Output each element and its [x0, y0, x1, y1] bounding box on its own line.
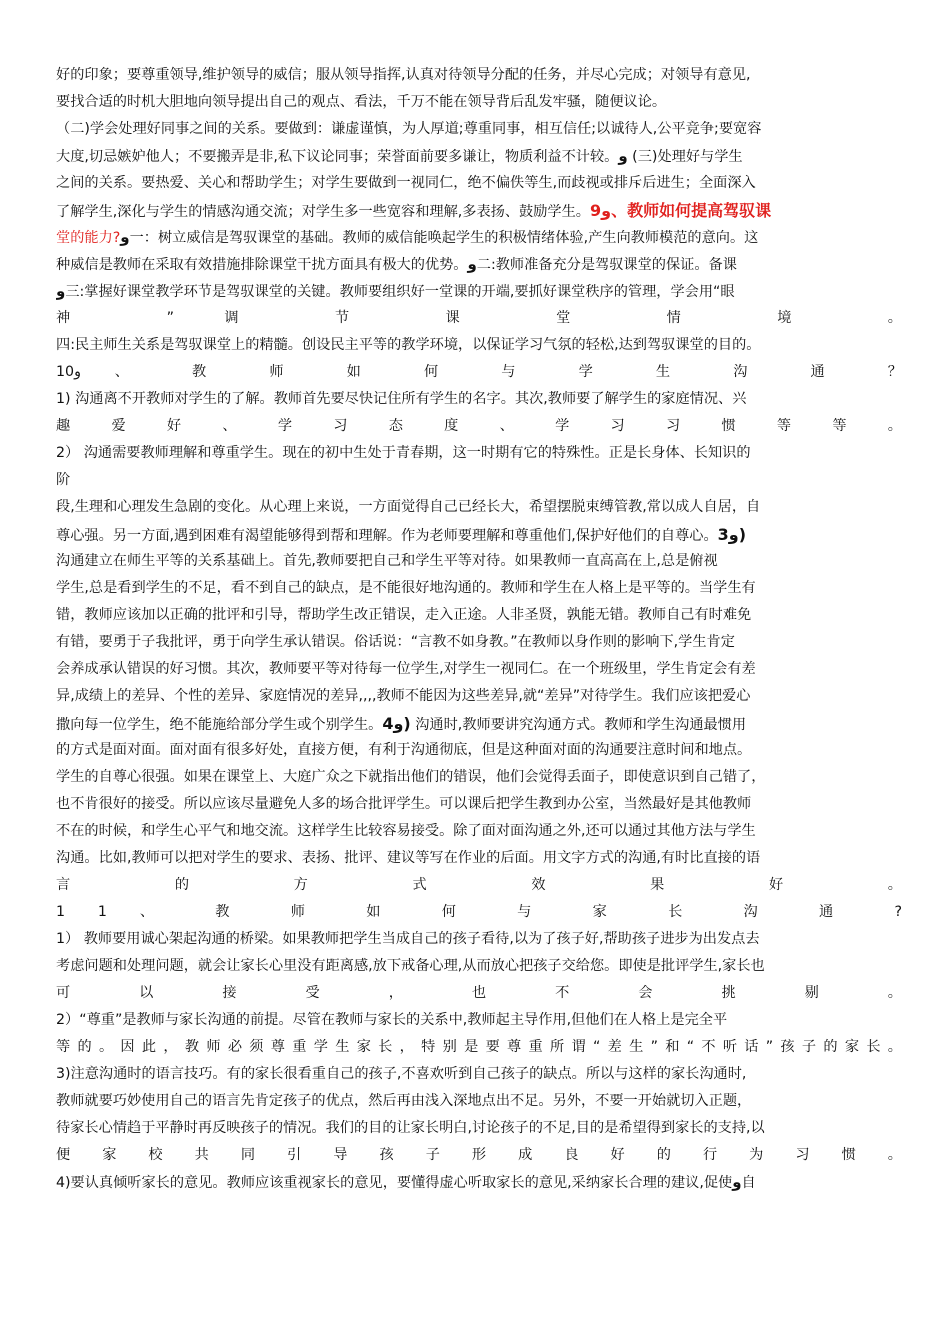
list-marker: و [618, 147, 628, 165]
line-text: 学生,总是看到学生的不足，看不到自己的缺点，是不能很好地沟通的。教师和学生在人格上是平等的。当学生有 [56, 580, 756, 596]
line-text: 异,成绩上的差异、个性的差异、家庭情况的差异,,,,教师不能因为这些差异,就“差异”对待学生。我们应该把爱心 [56, 688, 751, 704]
line-text: 阶 [56, 472, 71, 488]
line-text: 好的印象；要尊重领导,维护领导的威信；服从领导指挥,认真对待领导分配的任务，并尽心完成；对领导有意见, [56, 67, 751, 83]
text-line [56, 1142, 902, 1169]
line-text: 1) 沟通离不开教师对学生的了解。教师首先要尽快记住所有学生的名字。其次,教师要了解学生的家庭情况、兴 [56, 391, 747, 407]
line-text: 4)要认真倾听家长的意见。教师应该重视家长的意见，要懂得虚心听取家长的意见,采纳家长合理的建议,促使 [56, 1175, 733, 1191]
line-text: 也不肯很好的接受。所以应该尽量避免人多的场合批评学生。可以课后把学生教到办公室，当然最好是其他教师 [56, 796, 752, 812]
line-text: 三:掌握好课堂教学环节是驾驭课堂的关键。教师要组织好一堂课的开端,要抓好课堂秩序的管理，学会用“眼 [65, 284, 735, 300]
text-line [56, 683, 902, 710]
heading-text: 10و 、 教 师 如 何 与 学 生 沟 通 ？ [56, 364, 902, 380]
item-number: 4و) [382, 714, 411, 733]
line-text: 要找合适的时机大胆地向领导提出自己的观点、看法，千万不能在领导背后乱发牢骚，随便议论。 [56, 94, 667, 110]
text-line [56, 953, 902, 980]
text-line [56, 1061, 902, 1088]
text-line [56, 305, 902, 332]
line-text: 一：树立威信是驾驭课堂的基础。教师的威信能唤起学生的积极情绪体验,产生向教师模范的意向。这 [129, 230, 759, 246]
heading-text: 可 以 接 受 ， 也 不 会 挑 剔 。 [56, 985, 902, 1001]
list-marker: و [467, 255, 477, 273]
text-line [56, 89, 902, 116]
text-line [56, 116, 902, 143]
line-text: 了解学生,深化与学生的情感沟通交流；对学生多一些宽容和理解,多表扬、鼓励学生。 [56, 204, 590, 220]
line-text: 不在的时候，和学生心平气和地交流。这样学生比较容易接受。除了面对面沟通之外,还可以通过其他方法与学生 [56, 823, 756, 839]
text-line [56, 386, 902, 413]
list-marker: و [120, 228, 130, 246]
text-line [56, 1007, 902, 1034]
text-line [56, 764, 902, 791]
heading-text: 1 1 、 教 师 如 何 与 家 长 沟 通 ? [56, 904, 902, 920]
line-text: 撒向每一位学生，绝不能施给部分学生或个别学生。 [56, 717, 383, 733]
item-number: 3و) [717, 525, 747, 544]
text-line [56, 224, 902, 251]
line-text: 尊心强。另一方面,遇到困难有渴望能够得到帮和理解。作为老师要理解和尊重他们,保护好他们的自尊心。 [56, 528, 718, 544]
heading-text: 便 家 校 共 同 引 导 孩 子 形 成 良 好 的 行 为 习 惯 。 [56, 1147, 902, 1163]
text-line [56, 872, 902, 899]
text-line [56, 656, 902, 683]
text-line [56, 602, 902, 629]
text-line [56, 818, 902, 845]
line-text: 2） 沟通需要教师理解和尊重学生。现在的初中生处于青春期，这一时期有它的特殊性。正是长身体、长知识的 [56, 445, 751, 461]
line-text: (三)处理好与学生 [627, 149, 743, 165]
text-line [56, 170, 902, 197]
text-line [56, 440, 902, 467]
text-line [56, 332, 902, 359]
text-line [56, 413, 902, 440]
heading-text: 言 的 方 式 效 果 好 。 [56, 877, 902, 893]
text-line [56, 899, 902, 926]
line-text: 考虑问题和处理问题，就会让家长心里没有距离感,放下戒备心理,从而放心把孩子交给您。即使是批评学生,家长也 [56, 958, 765, 974]
line-text: 有错，要勇于子我批评，勇于向学生承认错误。俗话说：“言教不如身教。”在教师以身作则的影响下,学生肯定 [56, 634, 735, 650]
text-line [56, 1169, 902, 1196]
text-line [56, 1034, 902, 1061]
text-line [56, 278, 902, 305]
line-text: 3)注意沟通时的语言技巧。有的家长很看重自己的孩子,不喜欢听到自己孩子的缺点。所以与这样的家长沟通时, [56, 1066, 747, 1082]
heading-text: 等的。因此，教师必须尊重学生家长，特别是要尊重所谓“差生”和“不听话”孩子的家长。 [56, 1039, 902, 1055]
line-text: 自 [741, 1175, 756, 1191]
list-marker: و [56, 282, 66, 300]
line-text: 沟通。比如,教师可以把对学生的要求、表扬、批评、建议等写在作业的后面。用文字方式的沟通,有时比直接的语 [56, 850, 761, 866]
heading-text: 趣 爱 好 、 学 习 态 度 、 学 习 习 惯 等 等 。 [56, 418, 902, 434]
line-text: （二)学会处理好同事之间的关系。要做到：谦虚谨慎，为人厚道;尊重同事，相互信任;以诚待人,公平竞争;要宽容 [56, 121, 762, 137]
text-line [56, 1115, 902, 1142]
line-text: 沟通时,教师要讲究沟通方式。教师和学生沟通最惯用 [410, 717, 747, 733]
text-line [56, 359, 902, 386]
line-text: 会养成承认错误的好习惯。其次，教师要平等对待每一位学生,对学生一视同仁。在一个班级里，学生肯定会有差 [56, 661, 756, 677]
text-line [56, 737, 902, 764]
text-line [56, 629, 902, 656]
text-line [56, 467, 902, 494]
text-line [56, 143, 902, 170]
text-line [56, 521, 902, 548]
text-line [56, 926, 902, 953]
text-line [56, 548, 902, 575]
line-text: 教师就要巧妙使用自己的语言先肯定孩子的优点，然后再由浅入深地点出不足。另外，不要一开始就切入正题， [56, 1093, 752, 1109]
question-heading: 9و、教师如何提高驾驭课 [589, 201, 772, 220]
text-line [56, 494, 902, 521]
text-line [56, 197, 902, 224]
text-line [56, 575, 902, 602]
line-text: 大度,切忌嫉妒他人；不要搬弄是非,私下议论同事；荣誉面前要多谦让，物质利益不计较。 [56, 149, 619, 165]
text-line [56, 980, 902, 1007]
line-text: 的方式是面对面。面对面有很多好处，直接方便，有利于沟通彻底，但是这种面对面的沟通要注意时间和地点。 [56, 742, 752, 758]
line-text: 沟通建立在师生平等的关系基础上。首先,教师要把自己和学生平等对待。如果教师一直高高在上,总是俯视 [56, 553, 718, 569]
line-text: 之间的关系。要热爱、关心和帮助学生；对学生要做到一视同仁，绝不偏佚等生,而歧视或排斥后进生；全面深入 [56, 175, 756, 191]
line-text: 二:教师准备充分是驾驭课堂的保证。备课 [476, 257, 737, 273]
line-text: 种威信是教师在采取有效措施排除课堂干扰方面具有极大的优势。 [56, 257, 468, 273]
text-line [56, 791, 902, 818]
text-line [56, 710, 902, 737]
heading-text: 神 ” 调 节 课 堂 情 境 。 [56, 310, 902, 326]
line-text: 段,生理和心理发生急剧的变化。从心理上来说，一方面觉得自己已经长大，希望摆脱束缚管教,常以成人自居，自 [56, 499, 761, 515]
text-line [56, 1088, 902, 1115]
line-text: 待家长心情趋于平静时再反映孩子的情况。我们的目的让家长明白,讨论孩子的不足,目的是希望得到家长的支持,以 [56, 1120, 765, 1136]
question-heading: 堂的能力? [56, 230, 121, 246]
line-text: 错，教师应该加以正确的批评和引导，帮助学生改正错误，走入正途。人非圣贤，孰能无错。教师自己有时难免 [56, 607, 752, 623]
line-text: 学生的自尊心很强。如果在课堂上、大庭广众之下就指出他们的错误，他们会觉得丢面子，即使意识到自己错了， [56, 769, 766, 785]
text-line [56, 62, 902, 89]
list-marker: و [732, 1173, 742, 1191]
text-line [56, 251, 902, 278]
line-text: 四:民主师生关系是驾驭课堂上的精髓。创设民主平等的教学环境，以保证学习气氛的轻松,达到驾驭课堂的目的。 [56, 337, 761, 353]
line-text: 1） 教师要用诚心架起沟通的桥梁。如果教师把学生当成自己的孩子看待,以为了孩子好,帮助孩子进步为出发点去 [56, 931, 760, 947]
text-line [56, 845, 902, 872]
line-text: 2）“尊重”是教师与家长沟通的前提。尽管在教师与家长的关系中,教师起主导作用,但他们在人格上是完全平 [56, 1012, 728, 1028]
